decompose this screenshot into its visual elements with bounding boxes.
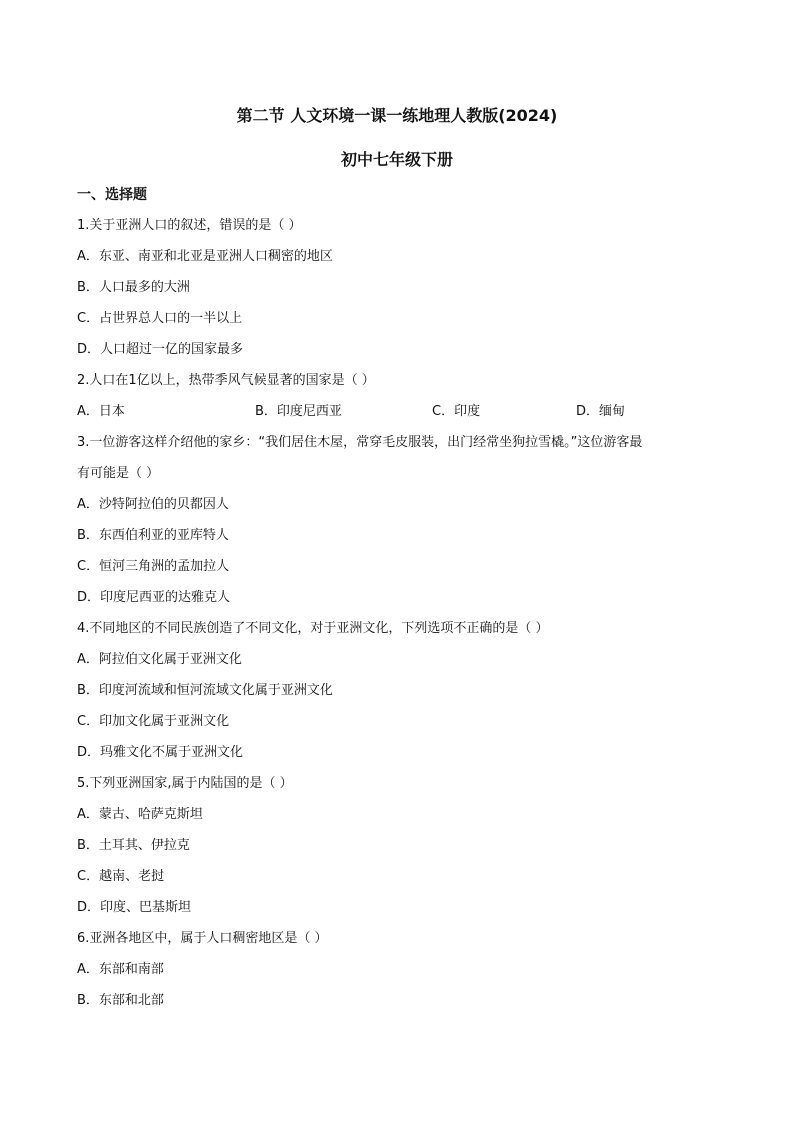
question-1-option-c: C．占世界总人口的一半以上 xyxy=(77,311,243,326)
question-5-option-d: D．印度、巴基斯坦 xyxy=(77,900,192,915)
question-6-option-a: A．东部和南部 xyxy=(77,962,164,977)
question-2-stem: 2.人口在1亿以上，热带季风气候显著的国家是（ ） xyxy=(77,373,375,388)
question-4-option-c: C．印加文化属于亚洲文化 xyxy=(77,714,230,729)
question-3-stem-line2: 有可能是（ ） xyxy=(77,466,160,481)
question-6-option-b: B．东部和北部 xyxy=(77,993,164,1008)
question-4-option-d: D．玛雅文化不属于亚洲文化 xyxy=(77,745,244,760)
question-5-stem: 5.下列亚洲国家,属于内陆国的是（ ） xyxy=(77,776,293,791)
question-5-option-a: A．蒙古、哈萨克斯坦 xyxy=(77,807,203,822)
question-4-option-a: A．阿拉伯文化属于亚洲文化 xyxy=(77,652,242,667)
question-3-option-a: A．沙特阿拉伯的贝都因人 xyxy=(77,497,229,512)
question-1-option-a: A．东亚、南亚和北亚是亚洲人口稠密的地区 xyxy=(77,249,333,264)
question-2-option-d: D．缅甸 xyxy=(576,404,626,419)
question-1-stem: 1.关于亚洲人口的叙述，错误的是（ ） xyxy=(77,218,302,233)
question-1-option-d: D．人口超过一亿的国家最多 xyxy=(77,342,244,357)
question-3-option-b: B．东西伯利亚的亚库特人 xyxy=(77,528,229,543)
question-5-option-b: B．土耳其、伊拉克 xyxy=(77,838,190,853)
document-title: 第二节 人文环境一课一练地理人教版(2024) xyxy=(236,106,558,125)
question-2-option-b: B．印度尼西亚 xyxy=(255,404,342,419)
question-4-option-b: B．印度河流域和恒河流域文化属于亚洲文化 xyxy=(77,683,333,698)
question-5-option-c: C．越南、老挝 xyxy=(77,869,165,884)
question-3-option-c: C．恒河三角洲的孟加拉人 xyxy=(77,559,230,574)
question-6-stem: 6.亚洲各地区中，属于人口稠密地区是（ ） xyxy=(77,931,328,946)
section-heading: 一、选择题 xyxy=(77,187,147,203)
question-1-option-b: B．人口最多的大洲 xyxy=(77,280,190,295)
question-2-option-c: C．印度 xyxy=(432,404,481,419)
question-3-stem xyxy=(77,433,719,484)
document-subtitle: 初中七年级下册 xyxy=(340,150,453,169)
question-2-option-a: A．日本 xyxy=(77,404,125,419)
question-3-stem-line1: 3.一位游客这样介绍他的家乡：“我们居住木屋，常穿毛皮服装，出门经常坐狗拉雪橇。”这位游客最 xyxy=(77,435,643,450)
document-body xyxy=(77,185,719,1022)
question-2-options xyxy=(77,402,719,422)
question-4-stem: 4.不同地区的不同民族创造了不同文化，对于亚洲文化，下列选项不正确的是（ ） xyxy=(77,621,549,636)
question-3-option-d: D．印度尼西亚的达雅克人 xyxy=(77,590,231,605)
